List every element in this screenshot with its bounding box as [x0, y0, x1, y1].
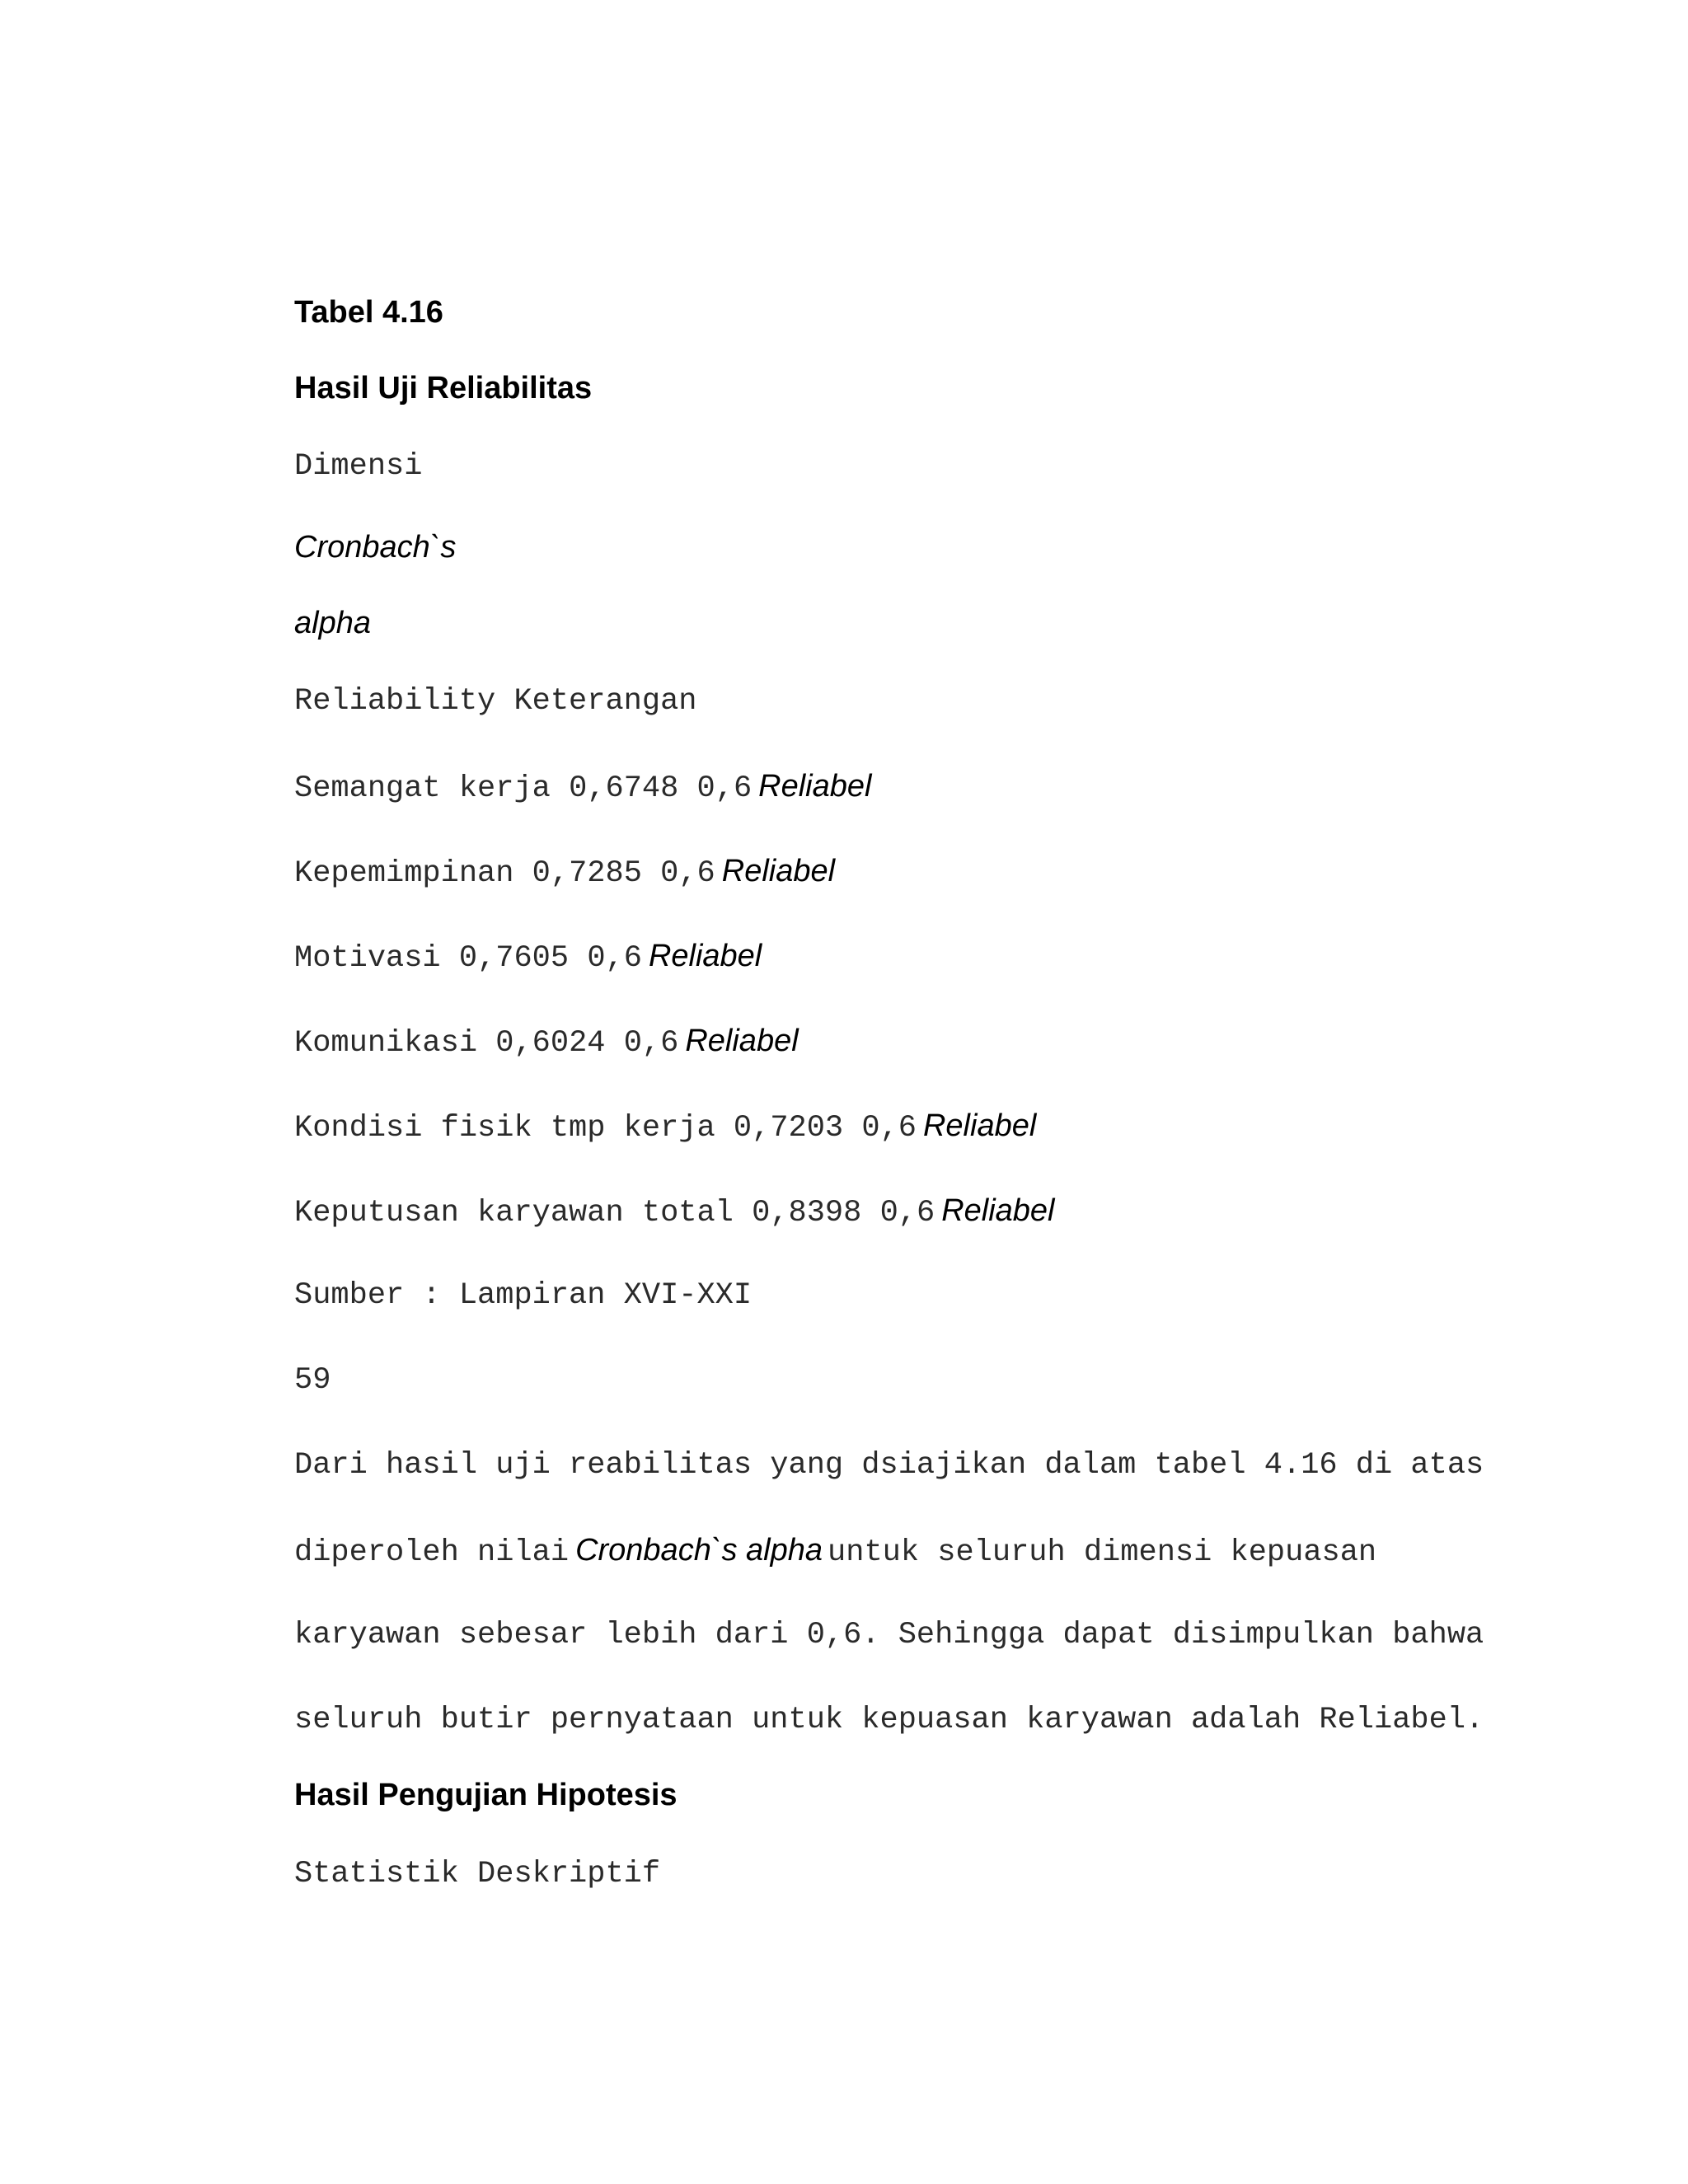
header-cronbach-line2: alpha	[294, 606, 371, 640]
row-reliability: 0,6	[623, 1026, 679, 1061]
table-caption: Tabel 4.16	[294, 295, 443, 330]
row-reliability: 0,6	[879, 1196, 935, 1230]
header-cronbach-line1: Cronbach`s	[294, 530, 457, 565]
row-dimension: Semangat kerja	[294, 771, 551, 806]
paragraph-italic-term: Cronbach`s alpha	[575, 1533, 823, 1568]
row-dimension: Motivasi	[294, 941, 441, 976]
table-row	[294, 854, 835, 891]
row-alpha: 0,7605	[458, 941, 570, 976]
paragraph-line-4: seluruh butir pernyataan untuk kepuasan karyawan adalah Reliabel.	[294, 1703, 1484, 1737]
row-reliability: 0,6	[587, 941, 642, 976]
row-status: Reliabel	[648, 939, 762, 973]
row-dimension: Keputusan karyawan total	[294, 1196, 734, 1230]
row-status: Reliabel	[685, 1024, 799, 1058]
row-dimension: Kondisi fisik tmp kerja	[294, 1111, 715, 1146]
table-row	[294, 939, 762, 976]
page-number: 59	[294, 1363, 331, 1398]
row-reliability: 0,6	[696, 771, 753, 806]
row-reliability: 0,6	[660, 856, 715, 891]
row-dimension: Komunikasi	[294, 1026, 478, 1061]
table-row	[294, 1193, 1055, 1230]
paragraph-text: diperoleh nilai	[294, 1535, 570, 1570]
row-status: Reliabel	[758, 769, 872, 804]
row-status: Reliabel	[941, 1193, 1055, 1228]
paragraph-line-2	[294, 1533, 1415, 1570]
row-alpha: 0,7285	[532, 856, 642, 891]
section-subheading: Statistik Deskriptif	[294, 1857, 661, 1891]
row-status: Reliabel	[721, 854, 836, 888]
row-alpha: 0,8398	[752, 1196, 862, 1230]
table-source: Sumber : Lampiran XVI-XXI	[294, 1278, 753, 1313]
row-alpha: 0,6748	[569, 771, 679, 806]
paragraph-text: untuk seluruh dimensi kepuasan	[828, 1535, 1377, 1570]
header-dimensi: Dimensi	[294, 449, 423, 484]
row-status: Reliabel	[922, 1108, 1037, 1143]
table-title: Hasil Uji Reliabilitas	[294, 371, 593, 405]
paragraph-line-3: karyawan sebesar lebih dari 0,6. Sehingga dapat disimpulkan bahwa	[294, 1618, 1484, 1652]
table-row	[294, 1108, 1036, 1146]
header-reliability-keterangan: Reliability Keterangan	[294, 684, 697, 719]
section-heading: Hasil Pengujian Hipotesis	[294, 1778, 678, 1812]
row-dimension: Kepemimpinan	[294, 856, 514, 891]
row-alpha: 0,7203	[733, 1111, 844, 1146]
row-alpha: 0,6024	[495, 1026, 606, 1061]
paragraph-line-1: Dari hasil uji reabilitas yang dsiajikan dalam tabel 4.16 di atas	[294, 1448, 1484, 1483]
row-reliability: 0,6	[861, 1111, 917, 1146]
table-row	[294, 1024, 799, 1061]
table-row	[294, 769, 871, 806]
